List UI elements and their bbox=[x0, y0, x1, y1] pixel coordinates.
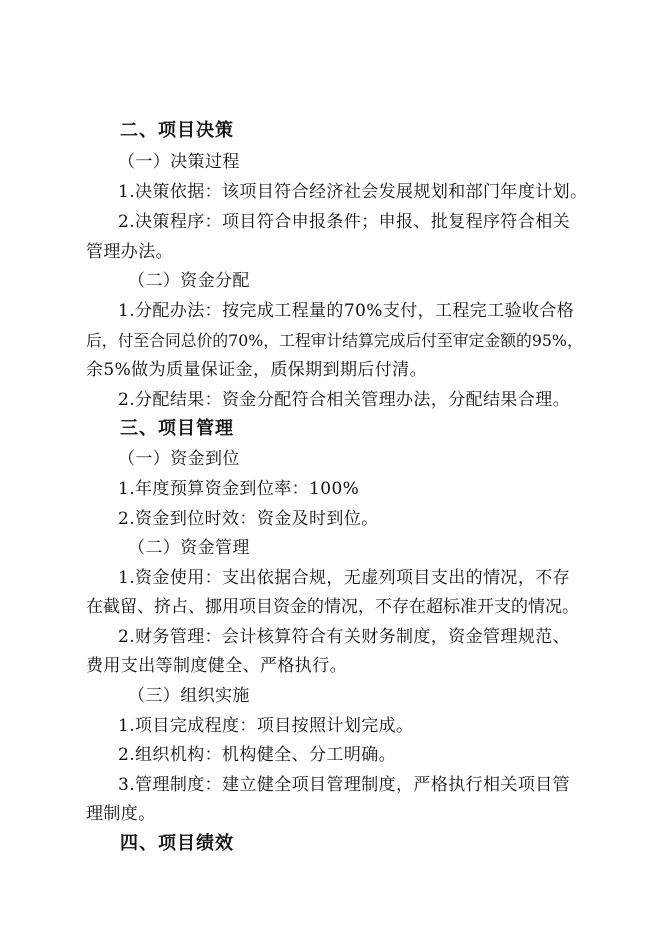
paragraph-organization: 2.组织机构：机构健全、分工明确。 bbox=[118, 745, 397, 765]
paragraph-financial-management-cont: 费用支出等制度健全、严格执行。 bbox=[86, 656, 347, 676]
paragraph-management-system-cont: 理制度。 bbox=[86, 804, 156, 824]
paragraph-management-system: 3.管理制度：建立健全项目管理制度，严格执行相关项目管 bbox=[118, 775, 571, 795]
subsection-fund-allocation: （二）资金分配 bbox=[128, 271, 250, 291]
section-heading-project-performance: 四、项目绩效 bbox=[120, 833, 234, 854]
paragraph-fund-use: 1.资金使用：支出依据合规，无虚列项目支出的情况，不存 bbox=[118, 568, 571, 588]
paragraph-decision-basis: 1.决策依据：该项目符合经济社会发展规划和部门年度计划。 bbox=[118, 182, 588, 202]
section-heading-project-management: 三、项目管理 bbox=[120, 418, 234, 439]
paragraph-allocation-result: 2.分配结果：资金分配符合相关管理办法，分配结果合理。 bbox=[118, 390, 571, 410]
subsection-fund-management: （二）资金管理 bbox=[128, 538, 250, 558]
paragraph-decision-procedure-cont: 管理办法。 bbox=[86, 242, 173, 262]
paragraph-allocation-method-cont-2: 余5%做为质量保证金，质保期到期后付清。 bbox=[86, 360, 427, 380]
paragraph-decision-procedure: 2.决策程序：项目符合申报条件；申报、批复程序符合相关 bbox=[118, 212, 571, 232]
subsection-organization: （三）组织实施 bbox=[128, 686, 250, 706]
paragraph-completion: 1.项目完成程度：项目按照计划完成。 bbox=[118, 716, 414, 736]
paragraph-funds-timeliness: 2.资金到位时效：资金及时到位。 bbox=[118, 509, 379, 529]
subsection-funds-in-place: （一）资金到位 bbox=[118, 449, 240, 469]
section-heading-project-decision: 二、项目决策 bbox=[120, 120, 234, 141]
subsection-decision-process: （一）决策过程 bbox=[118, 152, 240, 172]
paragraph-allocation-method: 1.分配办法：按完成工程量的70%支付，工程完工验收合格 bbox=[118, 301, 575, 321]
paragraph-fund-use-cont: 在截留、挤占、挪用项目资金的情况，不存在超标准开支的情况。 bbox=[86, 597, 579, 617]
paragraph-budget-rate: 1.年度预算资金到位率：100% bbox=[118, 479, 360, 499]
paragraph-allocation-method-cont-1: 后，付至合同总价的70%，工程审计结算完成后付至审定金额的95%， bbox=[86, 331, 583, 350]
paragraph-financial-management: 2.财务管理：会计核算符合有关财务制度，资金管理规范、 bbox=[118, 627, 571, 647]
